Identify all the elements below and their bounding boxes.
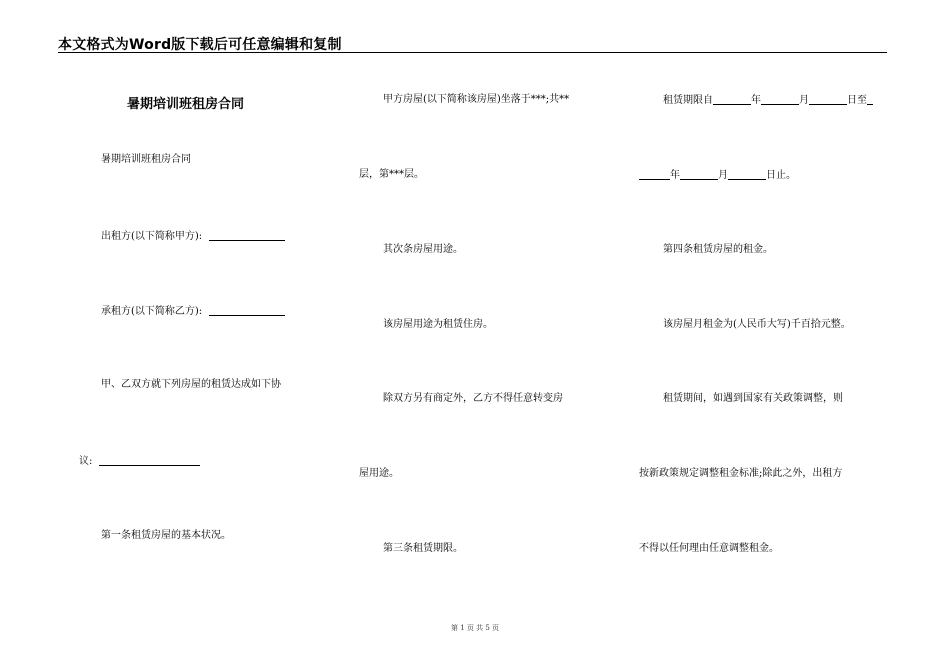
col1-line-1: 暑期培训班租房合同: [101, 154, 191, 165]
end-year-label: 年: [670, 170, 680, 181]
lessee-label: 承租方(以下简称乙方):: [101, 306, 203, 317]
col2-line-7: 第三条租赁期限。: [383, 543, 463, 554]
col2-line-5: 除双方另有商定外，乙方不得任意转变房: [383, 393, 563, 404]
lessor-label: 出租方(以下简称甲方):: [101, 231, 203, 242]
end-year-blank-start: [867, 94, 873, 105]
col3-line-5: 租赁期间，如遇到国家有关政策调整，则: [663, 393, 843, 404]
agreement-blank: [99, 455, 200, 466]
end-day-blank: [728, 169, 766, 180]
day-to-label: 日至: [847, 95, 867, 106]
col1-line-3: [101, 305, 285, 318]
document-title: 暑期培训班租房合同: [127, 97, 245, 112]
end-day-label: 日止。: [766, 170, 796, 181]
col2-line-4: 该房屋用途为租赁住房。: [383, 319, 493, 330]
col3-line-2: [639, 169, 796, 182]
col2-line-6: 屋用途。: [359, 468, 399, 479]
col3-line-4: 该房屋月租金为(人民币大写)千百拾元整。: [663, 319, 851, 330]
start-year-blank: [713, 94, 751, 105]
col3-line-3: 第四条租赁房屋的租金。: [663, 244, 773, 255]
col3-line-1: [663, 94, 873, 107]
start-day-blank: [809, 94, 847, 105]
col3-line-6: 按新政策规定调整租金标准;除此之外，出租方: [639, 468, 843, 479]
page-number: 第 1 页 共 5 页: [450, 624, 500, 632]
col2-line-1: 甲方房屋(以下简称该房屋)坐落于***;共**: [383, 94, 570, 105]
lessee-blank: [209, 305, 285, 316]
col1-line-4: 甲、乙双方就下列房屋的租赁达成如下协: [101, 379, 281, 390]
end-month-blank: [680, 169, 718, 180]
end-year-blank: [639, 169, 670, 180]
agreement-label: 议:: [79, 456, 93, 467]
col1-line-5: [79, 455, 200, 468]
end-month-label: 月: [718, 170, 728, 181]
month-label: 月: [799, 95, 809, 106]
col2-line-2: 层，第***层。: [359, 169, 424, 180]
col2-line-3: 其次条房屋用途。: [383, 244, 463, 255]
start-month-blank: [761, 94, 799, 105]
col1-line-2: [101, 230, 285, 243]
lease-term-from-label: 租赁期限自: [663, 95, 713, 106]
year-label: 年: [751, 95, 761, 106]
col1-line-6: 第一条租赁房屋的基本状况。: [101, 530, 231, 541]
header-divider: [58, 52, 887, 53]
col3-line-7: 不得以任何理由任意调整租金。: [639, 543, 779, 554]
lessor-blank: [209, 230, 285, 241]
document-header: 本文格式为Word版下载后可任意编辑和复制: [58, 37, 342, 53]
